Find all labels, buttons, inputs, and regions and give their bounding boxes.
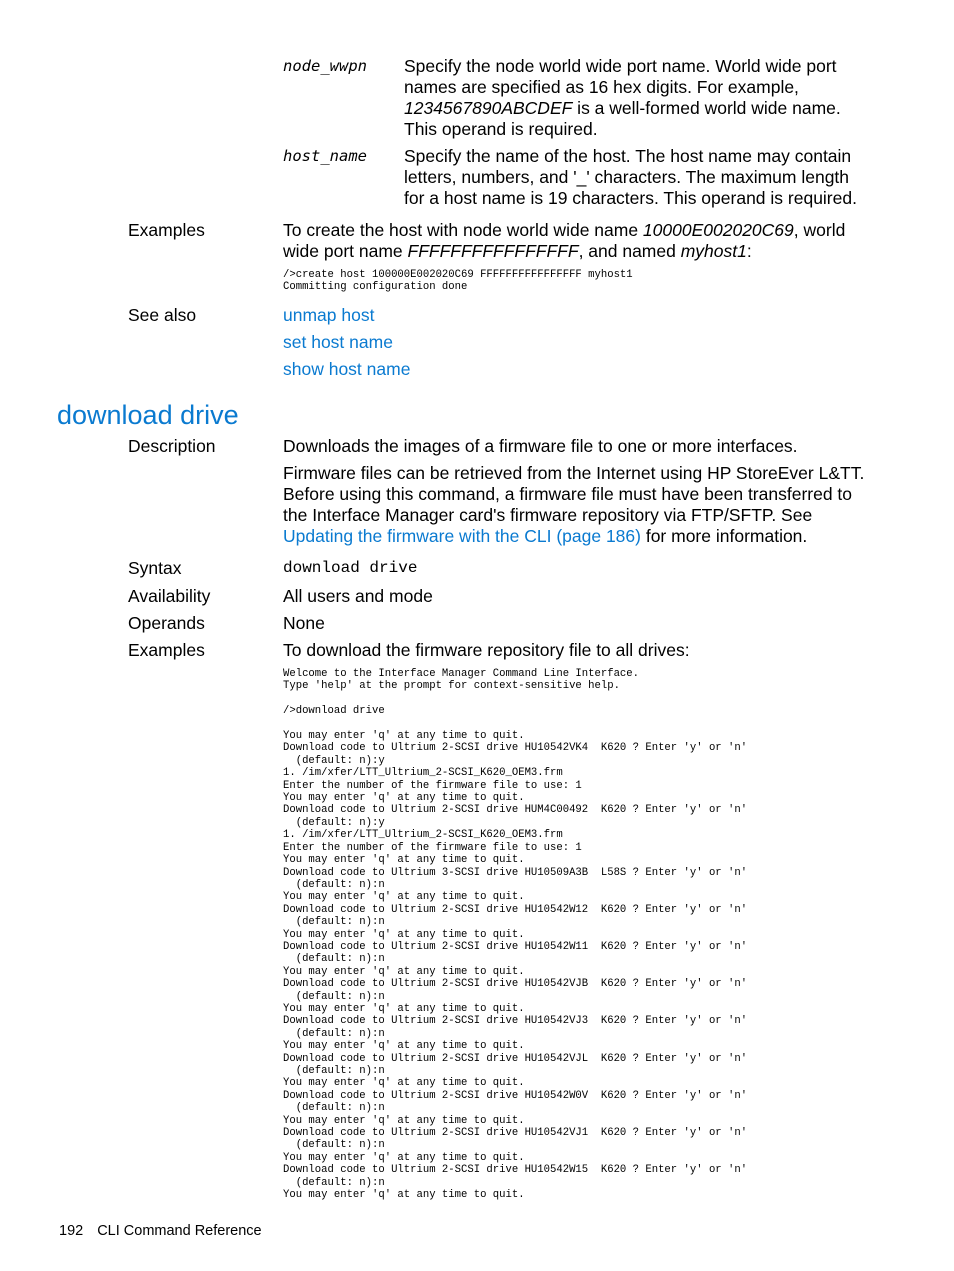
text-run: , world wide port name <box>283 220 846 261</box>
description-p2-text: Firmware files can be retrieved from the Internet using HP StoreEver L&TT. Before using this command, a firmware file must have been transferred to the Interface Manager card's firmware repository via FTP/SFTP. See <box>283 463 865 525</box>
link-set-host-name[interactable]: set host name <box>283 332 393 352</box>
text-run: To create the host with node world wide name <box>283 220 643 240</box>
description-label: Description <box>128 436 216 456</box>
see-also-links <box>283 305 883 386</box>
example-code-download-drive: Welcome to the Interface Manager Command Line Interface. Type 'help' at the prompt for context-sensitive help. />download drive You may enter 'q' at any time to quit. Download code to Ultrium 2-SCSI drive HU10542VK4 K620 ? Enter 'y' or 'n' (default: n):y 1. /im/xfer/LTT_Ultrium_2-SCSI_K620_OEM3.frm Enter the number of the firmware file to use: 1 You may enter 'q' at any time to quit. Download code to Ultrium 2-SCSI drive HUM4C00492 K620 ? Enter 'y' or 'n' (default: n):y 1. /im/xfer/LTT_Ultrium_2-SCSI_K620_OEM3.frm Enter the number of the firmware file to use: 1 You may enter 'q' at any time to quit. Download code to Ultrium 3-SCSI drive HU10509A3B L58S ? Enter 'y' or 'n' (default: n):n You may enter 'q' at any time to quit. Download code to Ultrium 2-SCSI drive HU10542W12 K620 ? Enter 'y' or 'n' (default: n):n You may enter 'q' at any time to quit. Download code to Ultrium 2-SCSI drive HU10542W11 K620 ? Enter 'y' or 'n' (default: n):n You may enter 'q' at any time to quit. Download code to Ultrium 2-SCSI drive HU10542VJB K620 ? Enter 'y' or 'n' (default: n):n You may enter 'q' at any time to quit. Download code to Ultrium 2-SCSI drive HU10542VJ3 K620 ? Enter 'y' or 'n' (default: n):n You may enter 'q' at any time to quit. Download code to Ultrium 2-SCSI drive HU10542VJL K620 ? Enter 'y' or 'n' (default: n):n You may enter 'q' at any time to quit. Download code to Ultrium 2-SCSI drive HU10542W0V K620 ? Enter 'y' or 'n' (default: n):n You may enter 'q' at any time to quit. Download code to Ultrium 2-SCSI drive HU10542VJ1 K620 ? Enter 'y' or 'n' (default: n):n You may enter 'q' at any time to quit. Download code to Ultrium 2-SCSI drive HU10542W15 K620 ? Enter 'y' or 'n' (default: n):n You may enter 'q' at any time to quit. <box>283 668 748 1202</box>
example-code-create-host: />create host 100000E002020C69 FFFFFFFFFFFFFFFF myhost1 Committing configuration done <box>283 269 633 294</box>
param-name-node-wwpn: node_wwpn <box>283 57 367 75</box>
text-run: Specify the name of the host. The host name may contain letters, numbers, and '_' characters. The maximum length for a host name is 19 characters. This operand is required. <box>404 146 857 208</box>
page-footer <box>59 1222 262 1240</box>
operands-label: Operands <box>128 613 205 633</box>
see-also-label: See also <box>128 305 197 325</box>
examples-label: Examples <box>128 220 205 240</box>
syntax-label: Syntax <box>128 558 182 578</box>
param-desc-host-name <box>404 146 874 209</box>
examples-text <box>283 220 873 262</box>
italic-term: myhost1 <box>680 241 747 261</box>
description-p2 <box>283 463 868 547</box>
dd-examples-label: Examples <box>128 640 205 660</box>
description-p2-tail: for more information. <box>640 526 808 546</box>
text-run: Specify the node world wide port name. World wide port names are specified as 16 hex digits. For example, <box>404 56 837 97</box>
text-run: is a well-formed world wide name. This operand is required. <box>404 98 841 139</box>
page-number: 192 <box>59 1223 84 1239</box>
description-p1: Downloads the images of a firmware file to one or more interfaces. <box>283 436 798 456</box>
italic-term: FFFFFFFFFFFFFFFF <box>407 241 579 261</box>
italic-term: 1234567890ABCDEF <box>404 98 573 118</box>
dd-examples-text: To download the firmware repository file to all drives: <box>283 640 690 660</box>
operands-value: None <box>283 613 325 633</box>
param-desc-node-wwpn <box>404 56 874 140</box>
availability-value: All users and mode <box>283 586 433 606</box>
text-run: : <box>746 241 752 261</box>
italic-term: 10000E002020C69 <box>642 220 794 240</box>
link-show-host-name[interactable]: show host name <box>283 359 411 379</box>
text-run: , and named <box>578 241 681 261</box>
syntax-value: download drive <box>283 559 418 577</box>
link-unmap-host[interactable]: unmap host <box>283 305 375 325</box>
availability-label: Availability <box>128 586 211 606</box>
param-name-host-name: host_name <box>283 147 367 165</box>
link-updating-firmware[interactable]: Updating the firmware with the CLI (page 186) <box>283 526 641 546</box>
footer-section: CLI Command Reference <box>97 1223 262 1239</box>
section-heading: download drive <box>57 400 239 430</box>
